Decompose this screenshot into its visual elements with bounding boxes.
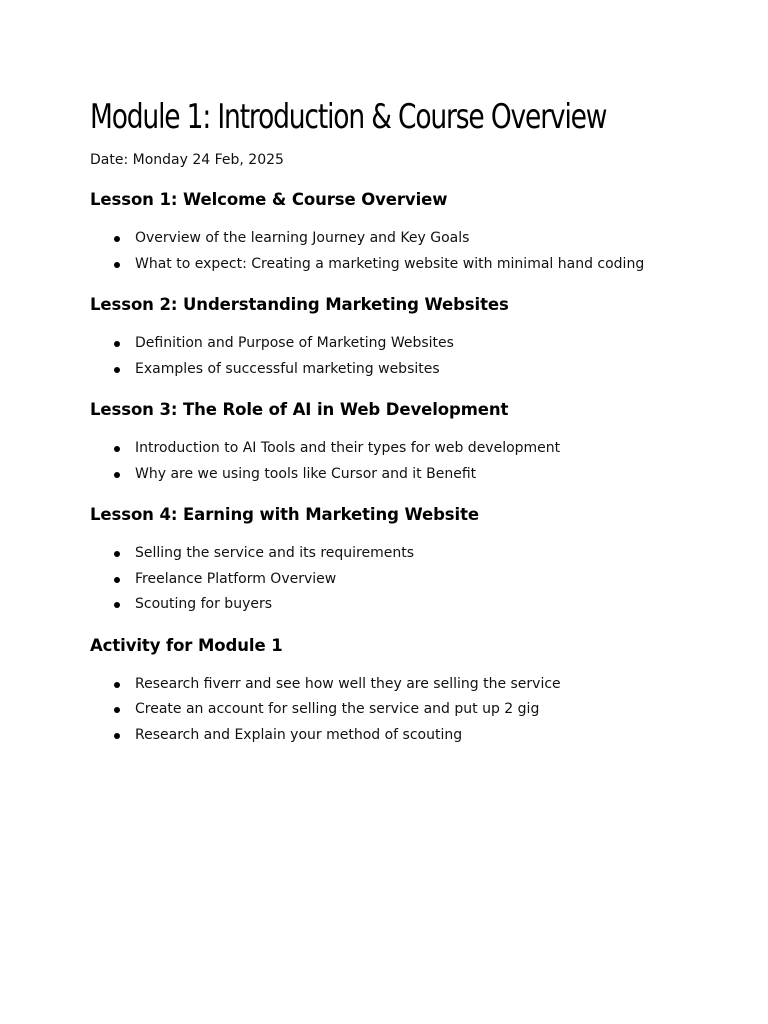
list-item — [90, 357, 730, 383]
list-item — [90, 697, 730, 723]
lesson-heading: Lesson 1: Welcome & Course Overview — [90, 190, 448, 209]
list-item-text: Definition and Purpose of Marketing Websites — [135, 335, 454, 351]
bullet-icon — [114, 367, 120, 373]
document-date: Date: Monday 24 Feb, 2025 — [90, 152, 284, 168]
lesson-4-section — [90, 501, 730, 618]
bullet-icon — [114, 577, 120, 583]
document-page — [90, 92, 730, 748]
list-item-text: Create an account for selling the service and put up 2 gig — [135, 701, 540, 717]
bullet-icon — [114, 602, 120, 608]
list-item-text: Freelance Platform Overview — [135, 570, 337, 587]
bullet-icon — [114, 682, 120, 688]
list-item-text: Research fiverr and see how well they are selling the service — [135, 675, 561, 692]
lesson-heading: Lesson 4: Earning with Marketing Website — [90, 505, 479, 524]
page-title: Module 1: Introduction & Course Overview — [90, 97, 607, 137]
bullet-icon — [114, 551, 120, 557]
list-item-text: Why are we using tools like Cursor and it Benefit — [135, 465, 477, 482]
list-item — [90, 436, 730, 462]
activity-section — [90, 632, 730, 749]
bullet-list — [90, 672, 730, 749]
bullet-list — [90, 541, 730, 618]
lesson-heading: Lesson 3: The Role of AI in Web Development — [90, 400, 509, 419]
list-item-text: Research and Explain your method of scouting — [135, 726, 463, 743]
bullet-icon — [114, 262, 120, 268]
bullet-list — [90, 436, 730, 487]
lesson-1-section — [90, 186, 730, 277]
lesson-heading: Activity for Module 1 — [90, 635, 283, 655]
bullet-icon — [114, 472, 120, 478]
bullet-list — [90, 226, 730, 277]
list-item-text: Selling the service and its requirements — [135, 545, 414, 561]
list-item — [90, 541, 730, 567]
lesson-3-section — [90, 396, 730, 487]
lesson-heading: Lesson 2: Understanding Marketing Websites — [90, 295, 509, 314]
list-item — [90, 672, 730, 698]
list-item — [90, 462, 730, 488]
list-item — [90, 331, 730, 357]
list-item — [90, 252, 730, 278]
list-item — [90, 592, 730, 618]
bullet-icon — [114, 446, 120, 452]
list-item-text: What to expect: Creating a marketing website with minimal hand coding — [135, 255, 645, 272]
bullet-list — [90, 331, 730, 382]
bullet-icon — [114, 733, 120, 739]
bullet-icon — [114, 341, 120, 347]
list-item-text: Overview of the learning Journey and Key Goals — [135, 230, 470, 246]
list-item — [90, 567, 730, 593]
bullet-icon — [114, 707, 120, 713]
list-item-text: Introduction to AI Tools and their types for web development — [135, 440, 561, 456]
bullet-icon — [114, 236, 120, 242]
list-item — [90, 226, 730, 252]
list-item — [90, 723, 730, 749]
list-item-text: Scouting for buyers — [135, 596, 273, 612]
lesson-2-section — [90, 291, 730, 382]
list-item-text: Examples of successful marketing websites — [135, 360, 440, 377]
